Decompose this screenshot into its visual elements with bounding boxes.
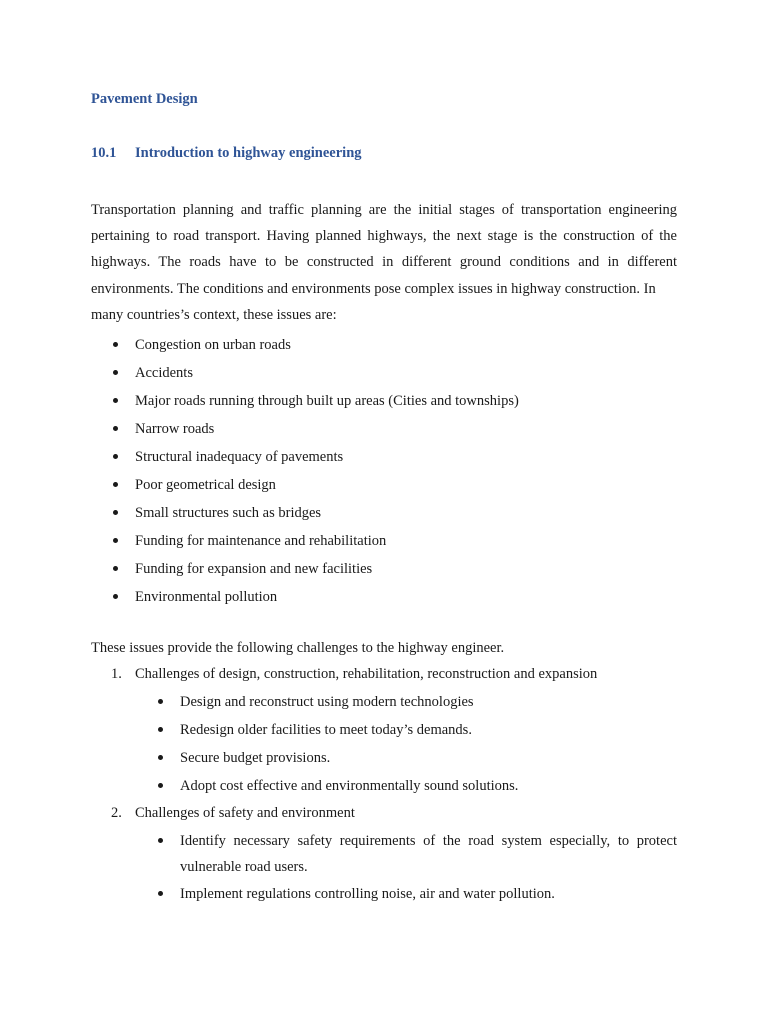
list-item: Funding for maintenance and rehabilitation — [91, 527, 519, 555]
intro-paragraph — [91, 197, 677, 328]
bullet-icon — [113, 482, 118, 487]
list-item: Adopt cost effective and environmentally sound solutions. — [91, 772, 518, 800]
bullet-icon — [113, 454, 118, 459]
bullet-icon — [158, 838, 163, 843]
list-item: Secure budget provisions. — [91, 744, 518, 772]
section-heading — [91, 145, 362, 162]
bullet-icon — [113, 398, 118, 403]
list-item: Structural inadequacy of pavements — [91, 443, 519, 471]
list-item: Funding for expansion and new facilities — [91, 555, 519, 583]
bullet-icon — [158, 891, 163, 896]
list-item: Narrow roads — [91, 415, 519, 443]
bullet-icon — [113, 538, 118, 543]
section-number: 10.1 — [91, 145, 117, 161]
list-item: Design and reconstruct using modern technologies — [91, 688, 518, 716]
challenge-number: 1. — [111, 666, 122, 682]
bullet-icon — [113, 426, 118, 431]
list-item: Accidents — [91, 359, 519, 387]
list-item: Environmental pollution — [91, 583, 519, 611]
challenge-1-list — [91, 688, 518, 800]
challenge-title: Challenges of design, construction, rehabilitation, reconstruction and expansion — [135, 666, 598, 682]
bullet-icon — [113, 594, 118, 599]
list-item: Poor geometrical design — [91, 471, 519, 499]
list-item: Implement regulations controlling noise, air and water pollution. — [91, 880, 677, 908]
list-item: Congestion on urban roads — [91, 331, 519, 359]
issues-list — [91, 331, 519, 611]
list-item: Redesign older facilities to meet today’s demands. — [91, 716, 518, 744]
bullet-icon — [113, 510, 118, 515]
bullet-icon — [113, 342, 118, 347]
intro-line-4: environments. The conditions and environments pose complex issues in highway construction. In — [91, 280, 656, 297]
bullet-icon — [113, 370, 118, 375]
challenges-intro: These issues provide the following challenges to the highway engineer. — [91, 640, 505, 656]
list-item: Identify necessary safety requirements of the road system especially, to protect vulnerable road users. — [91, 828, 677, 880]
list-item: Small structures such as bridges — [91, 499, 519, 527]
bullet-icon — [158, 727, 163, 732]
challenge-2-list — [91, 828, 677, 908]
section-title: Introduction to highway engineering — [135, 145, 362, 161]
intro-line-5: many countries’s context, these issues are: — [91, 306, 337, 323]
intro-line-1: Transportation planning and traffic planning are the initial stages of transportation engineering — [91, 202, 677, 218]
intro-line-2: pertaining to road transport. Having planned highways, the next stage is the construction of the — [91, 228, 677, 245]
bullet-icon — [158, 699, 163, 704]
bullet-icon — [113, 566, 118, 571]
challenge-title: Challenges of safety and environment — [135, 805, 355, 821]
bullet-icon — [158, 755, 163, 760]
document-title: Pavement Design — [91, 91, 198, 107]
challenge-number: 2. — [111, 805, 122, 821]
bullet-icon — [158, 783, 163, 788]
list-item: Major roads running through built up areas (Cities and townships) — [91, 387, 519, 415]
intro-line-3: highways. The roads have to be constructed in different ground conditions and in different — [91, 254, 677, 271]
